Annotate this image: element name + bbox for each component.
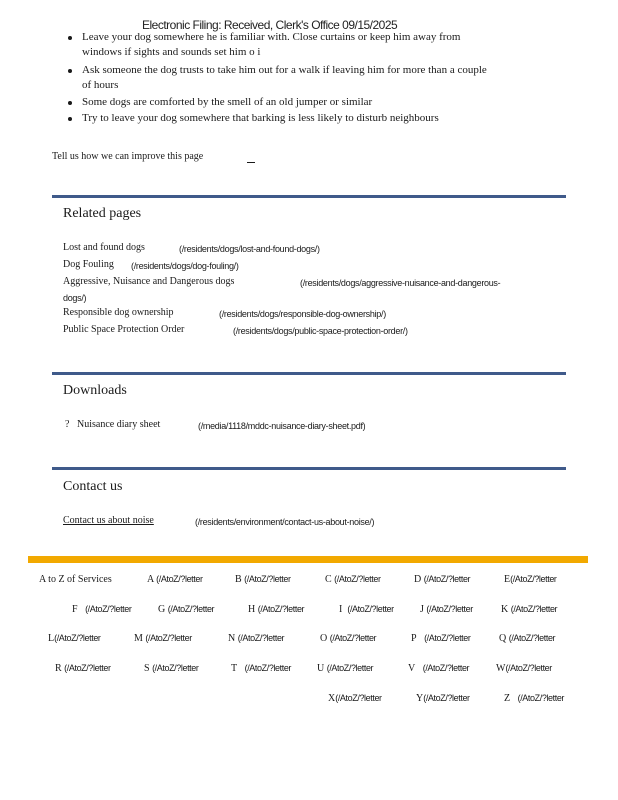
atoz-letter-e[interactable]: E(/AtoZ/?letter <box>504 574 557 585</box>
bullet-icon <box>68 117 72 121</box>
atoz-letter-j[interactable]: J (/AtoZ/?letter <box>420 604 473 615</box>
related-link-dog-fouling[interactable]: Dog Fouling <box>63 259 114 270</box>
list-item: windows if sights and sounds set him o i <box>82 46 261 58</box>
related-url: (/residents/dogs/dog-fouling/) <box>131 261 239 271</box>
section-divider <box>52 372 566 375</box>
atoz-letter-n[interactable]: N (/AtoZ/?letter <box>228 633 285 644</box>
list-item: Some dogs are comforted by the smell of an old jumper or similar <box>82 96 373 108</box>
atoz-letter-c[interactable]: C (/AtoZ/?letter <box>325 574 381 585</box>
related-url: (/residents/dogs/responsible-dog-ownership/) <box>219 309 386 319</box>
footer-bar <box>28 556 588 563</box>
atoz-letter-y[interactable]: Y(/AtoZ/?letter <box>416 693 470 704</box>
bullet-icon <box>68 36 72 40</box>
list-item: Ask someone the dog trusts to take him out for a walk if leaving him for more than a couple <box>82 64 487 76</box>
atoz-letter-m[interactable]: M (/AtoZ/?letter <box>134 633 192 644</box>
atoz-letter-r[interactable]: R (/AtoZ/?letter <box>55 663 111 674</box>
download-url: (/media/1118/mddc-nuisance-diary-sheet.pdf) <box>198 421 366 431</box>
atoz-letter-k[interactable]: K (/AtoZ/?letter <box>501 604 558 615</box>
atoz-letter-l[interactable]: L(/AtoZ/?letter <box>48 633 101 644</box>
related-url-continued: dogs/) <box>63 293 87 303</box>
related-link-responsible-ownership[interactable]: Responsible dog ownership <box>63 307 174 318</box>
atoz-letter-b[interactable]: B (/AtoZ/?letter <box>235 574 291 585</box>
atoz-letter-x[interactable]: X(/AtoZ/?letter <box>328 693 382 704</box>
list-item: of hours <box>82 79 119 91</box>
atoz-letter-v[interactable]: V (/AtoZ/?letter <box>408 663 470 674</box>
atoz-letter-s[interactable]: S (/AtoZ/?letter <box>144 663 199 674</box>
atoz-letter-q[interactable]: Q (/AtoZ/?letter <box>499 633 556 644</box>
list-item: Leave your dog somewhere he is familiar with. Close curtains or keep him away from <box>82 31 461 43</box>
contact-noise-link[interactable]: Contact us about noise <box>63 515 154 526</box>
atoz-letter-f[interactable]: F (/AtoZ/?letter <box>72 604 132 615</box>
document-icon: ? <box>65 419 70 430</box>
related-url: (/residents/dogs/aggressive-nuisance-and-dangerous- <box>300 278 501 288</box>
atoz-letter-z[interactable]: Z (/AtoZ/?letter <box>504 693 565 704</box>
related-url: (/residents/dogs/lost-and-found-dogs/) <box>179 244 320 254</box>
atoz-letter-i[interactable]: I (/AtoZ/?letter <box>339 604 394 615</box>
contact-url: (/residents/environment/contact-us-about-noise/) <box>195 517 375 527</box>
atoz-letter-o[interactable]: O (/AtoZ/?letter <box>320 633 377 644</box>
bullet-icon <box>68 101 72 105</box>
list-item: Try to leave your dog somewhere that barking is less likely to disturb neighbours <box>82 112 439 124</box>
bullet-icon <box>68 69 72 73</box>
related-link-pspo[interactable]: Public Space Protection Order <box>63 324 185 335</box>
atoz-letter-h[interactable]: H (/AtoZ/?letter <box>248 604 305 615</box>
downloads-heading: Downloads <box>63 383 127 398</box>
related-link-aggressive-dogs[interactable]: Aggressive, Nuisance and Dangerous dogs <box>63 276 235 287</box>
feedback-link[interactable]: Tell us how we can improve this page <box>52 151 204 162</box>
section-divider <box>52 195 566 198</box>
atoz-letter-g[interactable]: G (/AtoZ/?letter <box>158 604 215 615</box>
related-heading: Related pages <box>63 206 142 221</box>
underscore-mark <box>247 162 255 163</box>
atoz-letter-d[interactable]: D (/AtoZ/?letter <box>414 574 471 585</box>
atoz-letter-u[interactable]: U (/AtoZ/?letter <box>317 663 374 674</box>
filing-stamp: Electronic Filing: Received, Clerk's Office 09/15/2025 <box>142 18 398 32</box>
contact-heading: Contact us <box>63 479 123 494</box>
atoz-letter-p[interactable]: P (/AtoZ/?letter <box>411 633 471 644</box>
related-url: (/residents/dogs/public-space-protection-order/) <box>233 326 408 336</box>
atoz-letter-a[interactable]: A (/AtoZ/?letter <box>147 574 203 585</box>
atoz-letter-t[interactable]: T (/AtoZ/?letter <box>231 663 292 674</box>
atoz-title: A to Z of Services <box>39 574 112 585</box>
atoz-letter-w[interactable]: W(/AtoZ/?letter <box>496 663 552 674</box>
download-link-diary-sheet[interactable]: Nuisance diary sheet <box>77 419 161 430</box>
related-link-lost-found[interactable]: Lost and found dogs <box>63 242 145 253</box>
section-divider <box>52 467 566 470</box>
